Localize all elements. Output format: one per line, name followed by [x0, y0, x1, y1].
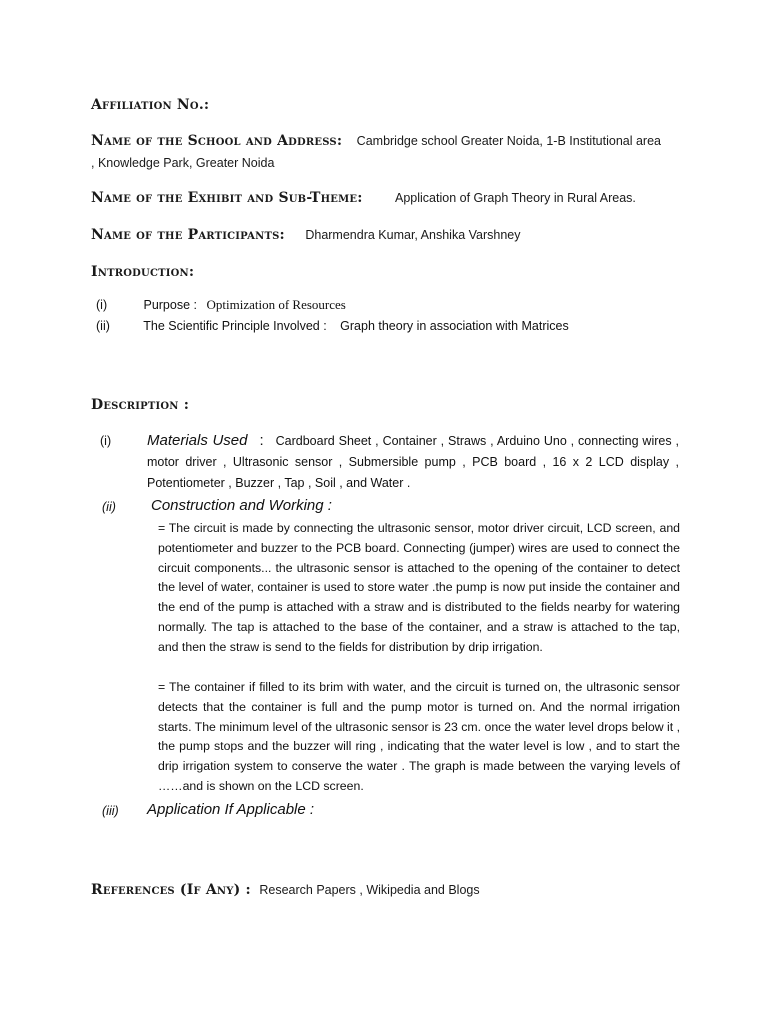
materials-number: (i) — [100, 434, 112, 448]
description-heading: Description : — [91, 397, 190, 413]
school-row — [91, 130, 691, 174]
materials-block — [147, 430, 679, 494]
construction-paragraph-1: = The circuit is made by connecting the ultrasonic sensor, motor driver circuit, LCD screen, and potentiometer and buzzer to the PCB board. Connecting (jumper) wires are used to connect the circuit components... the ultrasonic sensor is attached to the opening of the container to detect the level of water, container is used to store water .the pump is now put inside the container and the end of the pump is attached with a straw and is distributed to the fields nearby for watering normally. The tap is attached to the base of the container, and a straw is attached to the tap, and then the straw is send to the fields for distribution by drip irrigation. — [158, 521, 680, 654]
introduction-item-value: Optimization of Resources — [206, 297, 346, 312]
introduction-item-number: (ii) — [96, 319, 110, 333]
school-value-line1: Cambridge school Greater Noida, 1-B Institutional area — [356, 134, 661, 148]
school-heading: Name of the School and Address: — [91, 133, 343, 149]
materials-title: Materials Used — [147, 432, 248, 449]
affiliation-row — [91, 96, 221, 114]
references-row — [91, 881, 480, 899]
application-number: (iii) — [102, 804, 119, 818]
application-title: Application If Applicable : — [147, 801, 315, 818]
participants-value: Dharmendra Kumar, Anshika Varshney — [305, 228, 521, 242]
introduction-item — [96, 319, 569, 333]
construction-number: (ii) — [102, 500, 116, 514]
construction-title: Construction and Working : — [151, 497, 332, 514]
introduction-item-number: (i) — [96, 298, 108, 312]
references-value: Research Papers , Wikipedia and Blogs — [259, 883, 480, 897]
participants-heading: Name of the Participants: — [91, 227, 285, 243]
materials-colon: : — [259, 432, 264, 449]
introduction-row — [91, 263, 206, 281]
affiliation-heading: Affiliation No.: — [91, 97, 210, 113]
exhibit-row — [91, 189, 636, 207]
materials-text: Cardboard Sheet , Container , Straws , Arduino Uno , connecting wires , motor driver , Ultrasonic sensor , Submersible pump , PCB board , 16 x 2 LCD display , Potentiometer , Buzzer , Tap , Soil , and Water . — [147, 434, 679, 490]
school-value-line2: , Knowledge Park, Greater Noida — [91, 156, 275, 170]
introduction-item-value: Graph theory in association with Matrices — [340, 319, 569, 333]
introduction-item — [96, 297, 346, 313]
introduction-item-label: Purpose : — [143, 298, 197, 312]
introduction-item-label: The Scientific Principle Involved : — [143, 319, 327, 333]
exhibit-heading: Name of the Exhibit and Sub-Theme: — [91, 190, 363, 206]
references-heading: References (If Any) : — [91, 882, 251, 898]
exhibit-value: Application of Graph Theory in Rural Areas. — [395, 191, 636, 205]
participants-row — [91, 226, 521, 244]
description-row — [91, 396, 201, 414]
construction-paragraph-2: = The container if filled to its brim with water, and the circuit is turned on, the ultrasonic sensor detects that the container is full and the pump motor is turned on. And the normal irrigation starts. The minimum level of the ultrasonic sensor is 23 cm. once the water level drops below it , the pump stops and the buzzer will ring , indicating that the water level is low , and to start the drip irrigation system to conserve the water . The graph is made between the varying levels of ……and is shown on the LCD screen. — [158, 680, 680, 793]
introduction-heading: Introduction: — [91, 264, 195, 280]
